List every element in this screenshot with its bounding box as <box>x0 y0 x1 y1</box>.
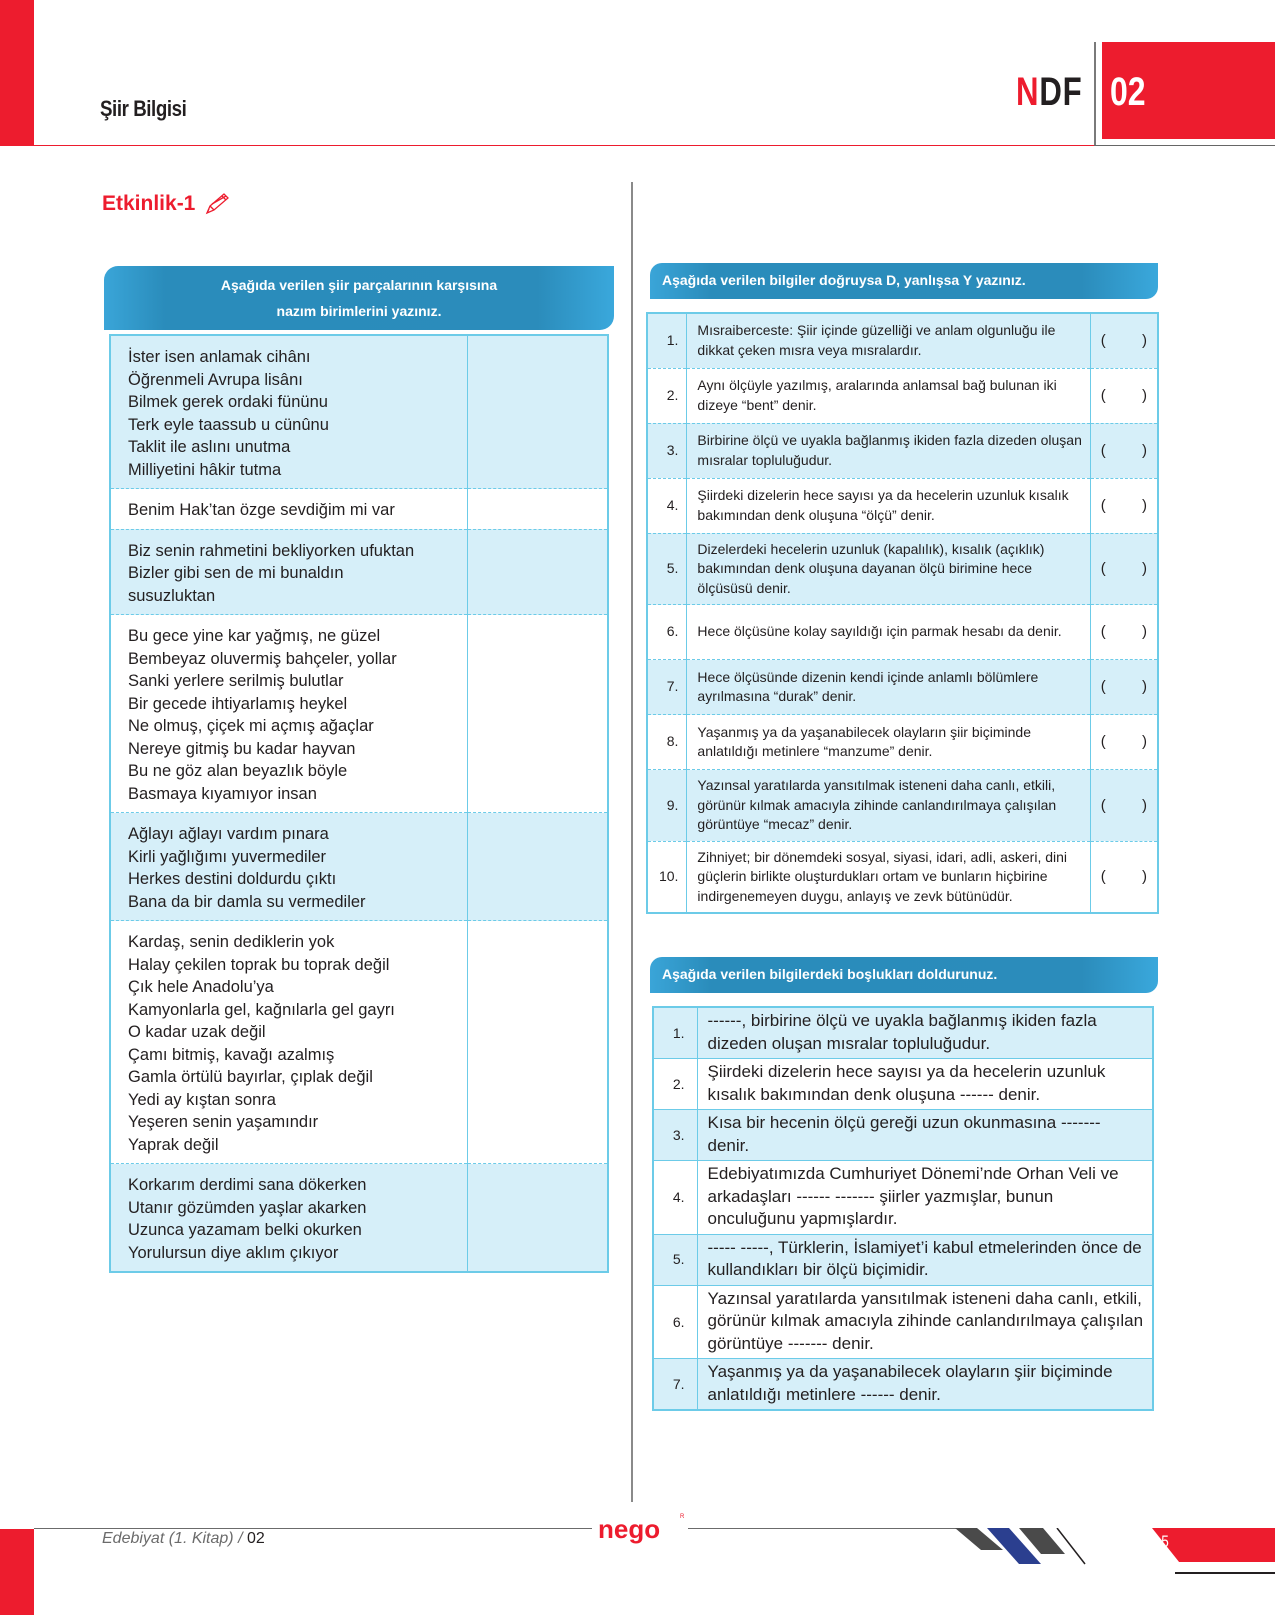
poem-line: Kardaş, senin dediklerin yok <box>128 933 335 951</box>
poem-line: Nereye gitmiş bu kadar hayvan <box>128 739 356 758</box>
true-false-row <box>647 368 1158 423</box>
paren-close: ) <box>1142 386 1147 404</box>
page-number-underline <box>1175 1572 1275 1574</box>
poem-line: Sanki yerlere serilmiş bulutlar <box>128 672 344 690</box>
statement-text: Hece ölçüsünde dizenin kendi içinde anlamlı bölümlere ayrılmasına “durak” denir. <box>687 660 1090 715</box>
item-number: 6. <box>653 1285 697 1359</box>
answer-blank[interactable] <box>1090 533 1158 605</box>
statement-text: Hece ölçüsüne kolay sayıldığı için parmak hesabı da denir. <box>687 605 1090 660</box>
poem-row <box>110 529 608 615</box>
poem-line: Bu gece yine kar yağmış, ne güzel <box>128 627 381 645</box>
poem-line: Milliyetini hâkir tutma <box>128 460 282 479</box>
poem-line: Bembeyaz oluvermiş bahçeler, yollar <box>128 649 397 668</box>
footer-book-label <box>102 1530 265 1548</box>
paren-close: ) <box>1142 868 1147 885</box>
answer-parentheses <box>1101 796 1147 816</box>
fill-blank-row <box>653 1110 1153 1161</box>
pencil-icon <box>203 192 231 216</box>
verse-unit-answer-field[interactable] <box>467 921 608 1164</box>
fill-blank-row <box>653 1161 1153 1235</box>
poem-row <box>110 921 608 1164</box>
footer-divider-left <box>34 1528 594 1529</box>
paren-close: ) <box>1142 496 1147 514</box>
fill-blank-row <box>653 1059 1153 1110</box>
verse-unit-answer-field[interactable] <box>467 489 608 530</box>
answer-blank[interactable] <box>1090 841 1158 913</box>
item-number: 5. <box>653 1234 697 1285</box>
true-false-row <box>647 533 1158 605</box>
paren-open: ( <box>1100 332 1106 349</box>
item-number: 10. <box>647 841 687 913</box>
true-false-row <box>647 660 1158 715</box>
statement-text: Birbirine ölçü ve uyakla bağlanmış ikiden fazla dizeden oluşan mısralar topluluğudur. <box>687 423 1090 478</box>
paren-close: ) <box>1142 441 1147 459</box>
true-false-table <box>646 312 1159 914</box>
answer-parentheses <box>1101 867 1147 887</box>
paren-open: ( <box>1100 678 1106 696</box>
answer-parentheses <box>1101 441 1147 461</box>
poem-row <box>110 615 608 813</box>
poem-line: Bizler gibi sen de mi bunaldın <box>128 564 344 582</box>
true-false-row <box>647 841 1158 913</box>
poem-line: Bilmek gerek ordaki fününu <box>128 393 328 411</box>
fill-blank-instruction-banner <box>650 957 1158 993</box>
poem-line: Öğrenmeli Avrupa lisânı <box>128 370 303 389</box>
verse-unit-answer-field[interactable] <box>467 335 608 489</box>
answer-parentheses <box>1101 559 1147 579</box>
verse-unit-answer-field[interactable] <box>467 1164 608 1273</box>
fill-blank-statement[interactable]: Yazınsal yaratılarda yansıtılmak isteneni daha canlı, etkili, görünür kılmak amacıyla zihinde canlandırılmaya çalışılan görüntüye ------- denir. <box>697 1285 1153 1359</box>
answer-parentheses <box>1101 331 1147 351</box>
true-false-row <box>647 313 1158 368</box>
page-title: Şiir Bilgisi <box>100 96 187 121</box>
paren-open: ( <box>1100 868 1106 885</box>
poem-line: Herkes destini doldurdu çıktı <box>128 870 337 888</box>
statement-text: Mısraiberceste: Şiir içinde güzelliği ve anlam olgunluğu ile dikkat çeken mısra veya mısralardır. <box>687 313 1090 368</box>
item-number: 3. <box>647 423 687 478</box>
true-false-instruction-banner <box>650 263 1158 299</box>
verse-unit-answer-field[interactable] <box>467 615 608 813</box>
poem-line: Yeşeren senin yaşamındır <box>128 1113 319 1131</box>
fill-blank-statement[interactable]: ------, birbirine ölçü ve uyakla bağlanmış ikiden fazla dizeden oluşan mısralar topluluğudur. <box>697 1007 1153 1059</box>
header-red-strip <box>0 0 34 146</box>
page-number: 5 <box>1161 1532 1169 1551</box>
paren-open: ( <box>1100 560 1106 577</box>
statement-text: Dizelerdeki hecelerin uzunluk (kapalılık), kısalık (açıklık) bakımından denk oluşuna dayanan ölçü birimine hece ölçüsüsü denir. <box>687 533 1090 605</box>
paren-open: ( <box>1100 733 1106 751</box>
true-false-row <box>647 423 1158 478</box>
poem-line: Bu ne göz alan beyazlık böyle <box>128 762 348 780</box>
item-number: 2. <box>653 1059 697 1110</box>
paren-open: ( <box>1100 441 1106 459</box>
poem-line: Yaprak değil <box>128 1135 219 1154</box>
item-number: 6. <box>647 605 687 660</box>
statement-text: Şiirdeki dizelerin hece sayısı ya da hecelerin uzunluk kısalık bakımından denk oluşuna “ölçü” denir. <box>687 478 1090 533</box>
column-divider <box>631 182 633 1502</box>
poem-line: Taklit ile aslını unutma <box>128 438 291 456</box>
poem-line: Uzunca yazamam belki okurken <box>128 1221 362 1239</box>
logo-text: nego <box>598 1514 661 1544</box>
answer-blank[interactable] <box>1090 478 1158 533</box>
poem-excerpt <box>110 1164 467 1273</box>
paren-close: ) <box>1142 796 1147 814</box>
poem-line: Halay çekilen toprak bu toprak değil <box>128 955 390 974</box>
poem-line: Utanır gözümden yaşlar akarken <box>128 1198 367 1217</box>
poem-excerpt <box>110 335 467 489</box>
paren-close: ) <box>1142 733 1147 751</box>
poem-excerpt <box>110 529 467 615</box>
fill-blank-row <box>653 1007 1153 1059</box>
true-false-row <box>647 770 1158 842</box>
paren-open: ( <box>1100 496 1106 514</box>
answer-blank[interactable] <box>1090 715 1158 770</box>
true-false-instruction: Aşağıda verilen bilgiler doğruysa D, yanlışsa Y yazınız. <box>662 272 1026 288</box>
answer-blank[interactable] <box>1090 605 1158 660</box>
fill-blank-row <box>653 1359 1153 1411</box>
poem-line: Çık hele Anadolu’ya <box>128 978 274 996</box>
item-number: 7. <box>647 660 687 715</box>
footer-divider-right <box>688 1528 958 1529</box>
poem-line: Yedi ay kıştan sonra <box>128 1090 276 1109</box>
poem-row <box>110 1164 608 1273</box>
poem-line: Kirli yağlığımı yuvermediler <box>128 847 327 866</box>
answer-blank[interactable] <box>1090 660 1158 715</box>
poem-line: susuzluktan <box>128 586 216 605</box>
paren-close: ) <box>1142 560 1147 577</box>
brand-separator <box>1094 42 1096 146</box>
statement-text: Yazınsal yaratılarda yansıtılmak isteneni daha canlı, etkili, görünür kılmak amacıyla zihinde canlandırılmaya çalışılan görüntüye “mecaz” denir. <box>687 770 1090 842</box>
poem-line: Bana da bir damla su vermediler <box>128 892 366 911</box>
decorative-stripes <box>955 1528 1155 1568</box>
item-number: 9. <box>647 770 687 842</box>
poem-line: Ne olmuş, çiçek mi açmış ağaçlar <box>128 717 374 735</box>
answer-parentheses <box>1101 496 1147 516</box>
poem-line: Çamı bitmiş, kavağı azalmış <box>128 1045 335 1064</box>
poem-line: İster isen anlamak cihânı <box>128 348 311 366</box>
poem-line: Korkarım derdimi sana dökerken <box>128 1176 367 1194</box>
brand-df: DF <box>1039 70 1083 114</box>
poem-row <box>110 813 608 921</box>
unit-number: 02 <box>1110 70 1146 114</box>
paren-open: ( <box>1100 623 1106 641</box>
brand-n: N <box>1016 70 1040 114</box>
footer-red-strip <box>0 1529 34 1615</box>
poem-line: Biz senin rahmetini bekliyorken ufuktan <box>128 541 415 560</box>
verse-unit-answer-field[interactable] <box>467 529 608 615</box>
fill-blank-row <box>653 1285 1153 1359</box>
true-false-row <box>647 715 1158 770</box>
statement-text: Aynı ölçüyle yazılmış, aralarında anlamsal bağ bulunan iki dizeye “bent” denir. <box>687 368 1090 423</box>
paren-close: ) <box>1142 623 1147 641</box>
fill-blank-instruction: Aşağıda verilen bilgilerdeki boşlukları doldurunuz. <box>662 966 998 982</box>
svg-text:R: R <box>680 1514 685 1520</box>
poem-line: Benim Hak’tan özge sevdiğim mi var <box>128 501 395 519</box>
answer-parentheses <box>1101 622 1147 642</box>
verse-unit-answer-field[interactable] <box>467 813 608 921</box>
answer-blank[interactable] <box>1090 423 1158 478</box>
paren-open: ( <box>1100 796 1106 814</box>
poem-line: Terk eyle taassub u cünûnu <box>128 415 329 434</box>
answer-parentheses <box>1101 677 1147 697</box>
statement-text: Yaşanmış ya da yaşanabilecek olayların şiir biçiminde anlatıldığı metinlere “manzume” denir. <box>687 715 1090 770</box>
unit-underline <box>1094 145 1275 146</box>
paren-open: ( <box>1100 386 1106 404</box>
poems-instruction-banner <box>104 266 614 330</box>
item-number: 1. <box>647 313 687 368</box>
footer-book-name: Edebiyat (1. Kitap) / <box>102 1530 247 1547</box>
answer-blank[interactable] <box>1090 313 1158 368</box>
item-number: 5. <box>647 533 687 605</box>
fill-blank-statement[interactable]: ----- -----, Türklerin, İslamiyet’i kabul etmelerinden önce de kullandıkları bir ölçü biçimidir. <box>697 1234 1153 1285</box>
brand-ndf <box>1016 70 1082 115</box>
poem-excerpt <box>110 921 467 1164</box>
poem-excerpt <box>110 489 467 530</box>
poem-row <box>110 335 608 489</box>
paren-close: ) <box>1142 332 1147 349</box>
item-number: 4. <box>653 1161 697 1235</box>
true-false-row <box>647 478 1158 533</box>
poems-instruction-line2: nazım birimlerini yazınız. <box>276 303 442 319</box>
poem-line: Bir gecede ihtiyarlamış heykel <box>128 694 348 713</box>
nego-logo <box>592 1508 688 1550</box>
poem-excerpt <box>110 615 467 813</box>
statement-text: Zihniyet; bir dönemdeki sosyal, siyasi, idari, adli, askeri, dini güçlerin birlikte oluşturdukları ortam ve bunların hiçbirine indirgenemeyen duygu, anlayış ve zevk bütünüdür. <box>687 841 1090 913</box>
answer-parentheses <box>1101 386 1147 406</box>
fill-blank-statement[interactable]: Yaşanmış ya da yaşanabilecek olayların şiir biçiminde anlatıldığı metinlere ------ denir. <box>697 1359 1153 1411</box>
item-number: 2. <box>647 368 687 423</box>
poem-line: Kamyonlarla gel, kağnılarla gel gayrı <box>128 1000 395 1019</box>
answer-blank[interactable] <box>1090 368 1158 423</box>
activity-title: Etkinlik-1 <box>102 192 196 215</box>
item-number: 7. <box>653 1359 697 1411</box>
poem-line: O kadar uzak değil <box>128 1023 266 1041</box>
answer-blank[interactable] <box>1090 770 1158 842</box>
answer-parentheses <box>1101 732 1147 752</box>
item-number: 1. <box>653 1007 697 1059</box>
fill-blank-row <box>653 1234 1153 1285</box>
fill-blank-statement[interactable]: Kısa bir hecenin ölçü gereği uzun okunmasına ------- denir. <box>697 1110 1153 1161</box>
item-number: 8. <box>647 715 687 770</box>
poems-instruction-line1: Aşağıda verilen şiir parçalarının karşısına <box>220 277 498 293</box>
true-false-row <box>647 605 1158 660</box>
poem-row <box>110 489 608 530</box>
poem-line: Gamla örtülü bayırlar, çıplak değil <box>128 1068 373 1086</box>
fill-blank-table <box>652 1006 1154 1411</box>
poem-line: Basmaya kıyamıyor insan <box>128 784 317 803</box>
fill-blank-statement[interactable]: Şiirdeki dizelerin hece sayısı ya da hecelerin uzunluk kısalık bakımından denk oluşuna ------ denir. <box>697 1059 1153 1110</box>
poem-line: Ağlayı ağlayı vardım pınara <box>128 825 329 843</box>
stripe-line <box>1057 1528 1085 1564</box>
header-divider <box>34 145 1094 146</box>
activity-heading <box>102 192 231 216</box>
item-number: 3. <box>653 1110 697 1161</box>
poem-excerpt <box>110 813 467 921</box>
fill-blank-statement[interactable]: Edebiyatımızda Cumhuriyet Dönemi’nde Orhan Veli ve arkadaşları ------ ------- şiirler yazmışlar, bunun onculuğunu yapmışlardır. <box>697 1161 1153 1235</box>
poem-line: Yorulursun diye aklım çıkıyor <box>128 1243 339 1262</box>
paren-close: ) <box>1142 678 1147 696</box>
footer-book-number: 02 <box>246 1530 265 1547</box>
item-number: 4. <box>647 478 687 533</box>
poems-table <box>109 334 609 1273</box>
